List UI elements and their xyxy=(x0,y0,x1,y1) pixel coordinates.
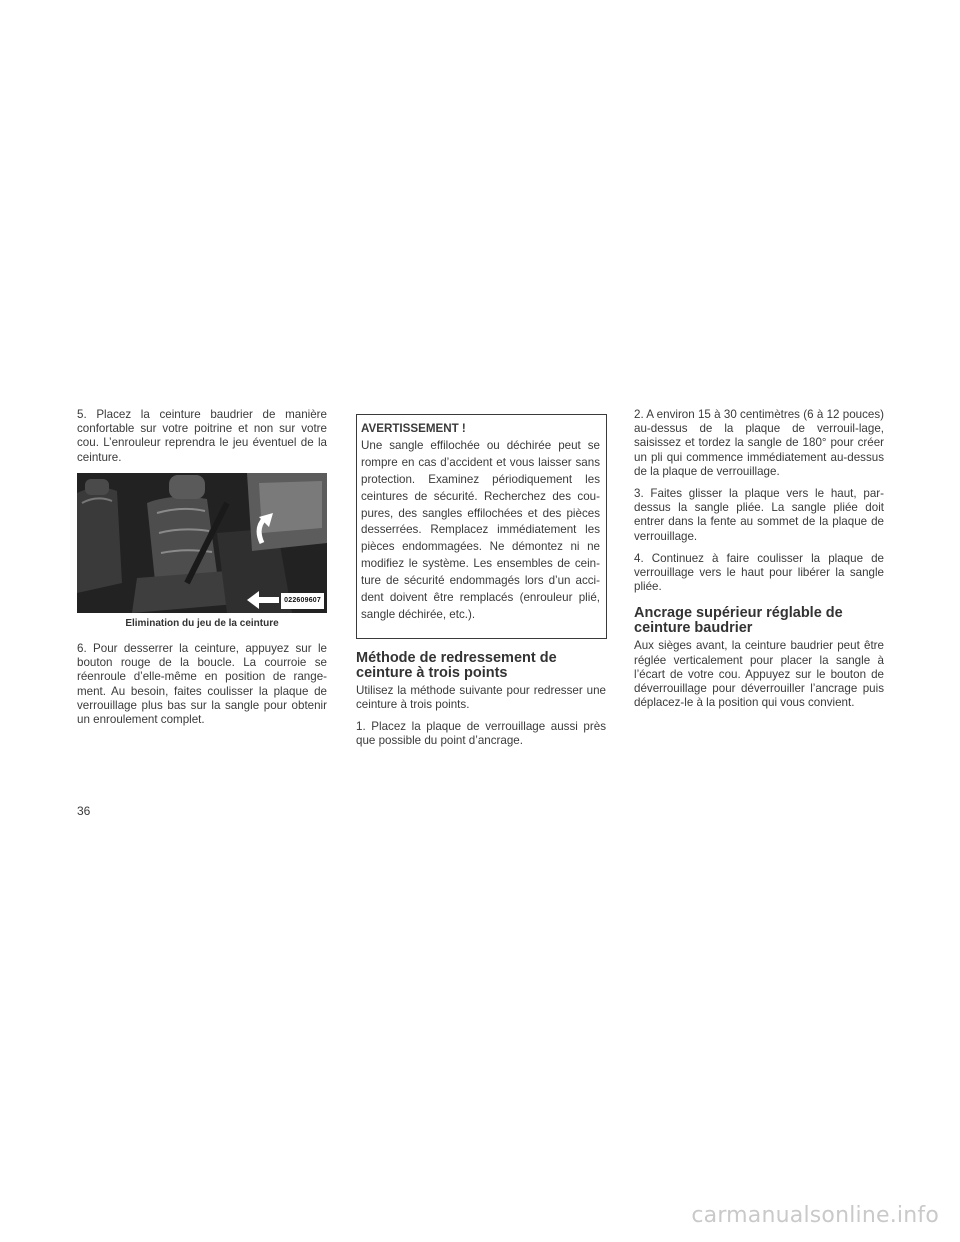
watermark: carmanualsonline.info xyxy=(691,1203,939,1228)
seat-belt-figure xyxy=(77,473,327,613)
step-3-text: 3. Faites glisser la plaque vers le haut, par-dessus la sangle pliée. La sangle pliée doit entrer dans la fente au sommet de la plaque de verrouillage. xyxy=(634,487,884,543)
step-1-text: 1. Placez la plaque de verrouillage aussi près que possible du point d’ancrage. xyxy=(356,720,606,748)
section-heading-straightening: Méthode de redressement de ceinture à trois points xyxy=(356,649,557,681)
left-column xyxy=(77,408,327,735)
anchor-body: Aux sièges avant, la ceinture baudrier peut être réglée verticalement pour placer la sangle à l’écart de votre cou. Appuyez sur le bouton de déverrouillage pour déverrouiller l’ancrage puis déplacez-le à la position qui vous convient. xyxy=(634,639,884,710)
right-column xyxy=(634,408,884,718)
warning-box xyxy=(356,414,607,639)
step-2-text: 2. A environ 15 à 30 centimètres (6 à 12 pouces) au-dessus de la plaque de verrouil-lage, saisissez et tordez la sangle de 180° pour créer un pli qui commence immédiatement au-dessus de la plaque de verrouillage. xyxy=(634,408,884,478)
step-6-text: 6. Pour desserrer la ceinture, appuyez sur le bouton rouge de la boucle. La courroie se réenroule d’elle-même en position de range-ment. Au besoin, faites coulisser la plaque de verrouillage plus bas sur la sangle pour obtenir un enroulement complet. xyxy=(77,642,327,727)
warning-body: Une sangle effilochée ou déchirée peut se rompre en cas d’accident et vous laisser sans protection. Examinez périodiquement les ceintures de sécurité. Recherchez des cou-pures, des sangles effilochées et des pièces desserrées. Remplacez immédiatement les pièces endommagées. Ne démontez ni ne modifiez le système. Les ensembles de cein-ture de sécurité endommagés lors d’un acci-dent doivent être remplacés (enrouleur plié, sangle déchirée, etc.). xyxy=(361,438,600,621)
straightening-intro: Utilisez la méthode suivante pour redresser une ceinture à trois points. xyxy=(356,683,606,712)
step-5-text: 5. Placez la ceinture baudrier de manière confortable sur votre poitrine et non sur votre cou. L’enrouleur reprendra le jeu éventuel de la ceinture. xyxy=(77,408,327,464)
section-heading-anchor: Ancrage supérieur réglable de ceinture baudrier xyxy=(634,605,843,637)
figure-caption: Elimination du jeu de la ceinture xyxy=(125,617,279,629)
figure-code: 022609607 xyxy=(281,593,324,609)
warning-title: AVERTISSEMENT ! xyxy=(361,422,466,435)
page-number: 36 xyxy=(77,804,91,818)
step-4-text: 4. Continuez à faire coulisser la plaque de verrouillage vers le haut pour libérer la sangle pliée. xyxy=(634,551,884,594)
middle-column xyxy=(356,414,606,757)
